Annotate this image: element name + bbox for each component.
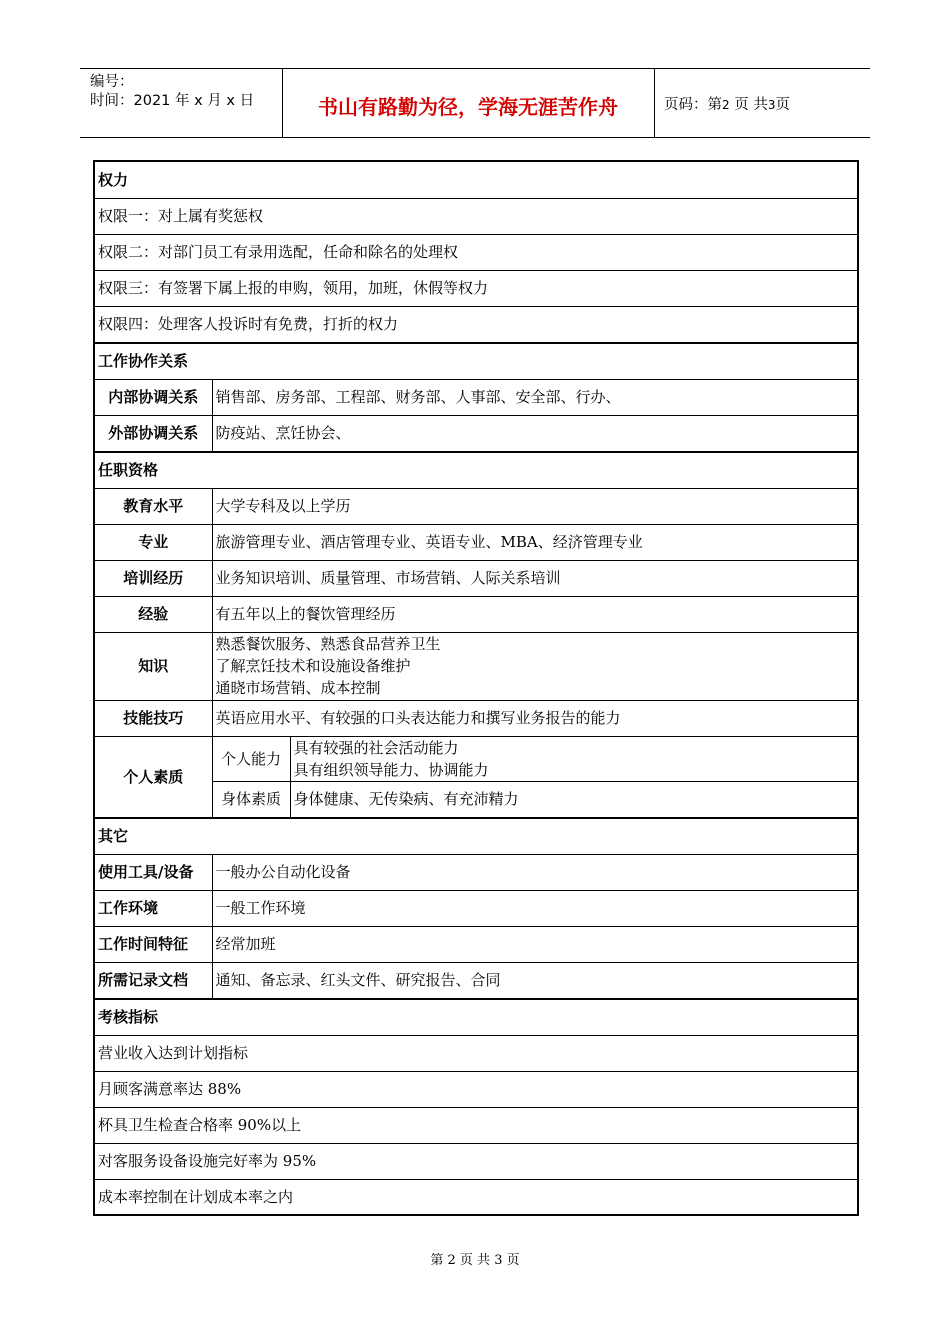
section-other-title: 其它 bbox=[94, 818, 858, 854]
authority-item: 权限三：有签署下属上报的申购，领用，加班，休假等权力 bbox=[94, 270, 858, 306]
page-suffix: 页 bbox=[775, 97, 790, 113]
external-coordination-value: 防疫站、烹饪协会、 bbox=[212, 415, 858, 452]
kpi-item: 对客服务设备设施完好率为 95% bbox=[94, 1143, 858, 1179]
internal-coordination-value: 销售部、房务部、工程部、财务部、人事部、安全部、行办、 bbox=[212, 379, 858, 415]
tools-label: 使用工具/设备 bbox=[94, 854, 212, 890]
ability-value bbox=[290, 736, 858, 781]
header-motto: 书山有路勤为径，学海无涯苦作舟 bbox=[318, 95, 618, 119]
ability-line: 具有组织领导能力、协调能力 bbox=[293, 760, 489, 779]
work-time-label: 工作时间特征 bbox=[94, 926, 212, 962]
education-value: 大学专科及以上学历 bbox=[212, 488, 858, 524]
major-value: 旅游管理专业、酒店管理专业、英语专业、MBA、经济管理专业 bbox=[212, 524, 858, 560]
external-coordination-label: 外部协调关系 bbox=[94, 415, 212, 452]
documents-label: 所需记录文档 bbox=[94, 962, 212, 999]
tools-value: 一般办公自动化设备 bbox=[212, 854, 858, 890]
page-total: 3 bbox=[767, 98, 776, 112]
kpi-item: 杯具卫生检查合格率 90%以上 bbox=[94, 1107, 858, 1143]
training-label: 培训经历 bbox=[94, 560, 212, 596]
environment-label: 工作环境 bbox=[94, 890, 212, 926]
section-qualification-title: 任职资格 bbox=[94, 452, 858, 488]
training-value: 业务知识培训、质量管理、市场营销、人际关系培训 bbox=[212, 560, 858, 596]
knowledge-line: 了解烹饪技术和设施设备维护 bbox=[215, 657, 411, 675]
kpi-item: 成本率控制在计划成本率之内 bbox=[94, 1179, 858, 1215]
kpi-item: 月顾客满意率达 88% bbox=[94, 1071, 858, 1107]
page-header bbox=[80, 68, 870, 138]
knowledge-line: 熟悉餐饮服务、熟悉食品营养卫生 bbox=[215, 635, 441, 653]
internal-coordination-label: 内部协调关系 bbox=[94, 379, 212, 415]
documents-value: 通知、备忘录、红头文件、研究报告、合同 bbox=[212, 962, 858, 999]
section-authority-title: 权力 bbox=[94, 161, 858, 198]
skills-value: 英语应用水平、有较强的口头表达能力和撰写业务报告的能力 bbox=[212, 700, 858, 736]
number-label: 编号： bbox=[90, 74, 134, 90]
header-divider-right bbox=[654, 69, 655, 137]
experience-label: 经验 bbox=[94, 596, 212, 632]
authority-item: 权限二：对部门员工有录用选配，任命和除名的处理权 bbox=[94, 234, 858, 270]
section-kpi-title: 考核指标 bbox=[94, 999, 858, 1035]
authority-item: 权限一：对上属有奖惩权 bbox=[94, 198, 858, 234]
physical-value: 身体健康、无传染病、有充沛精力 bbox=[290, 781, 858, 818]
ability-label: 个人能力 bbox=[212, 736, 290, 781]
kpi-item: 营业收入达到计划指标 bbox=[94, 1035, 858, 1071]
major-label: 专业 bbox=[94, 524, 212, 560]
experience-value: 有五年以上的餐饮管理经历 bbox=[212, 596, 858, 632]
authority-item: 权限四：处理客人投诉时有免费，打折的权力 bbox=[94, 306, 858, 343]
education-label: 教育水平 bbox=[94, 488, 212, 524]
time-label: 时间：2021 年 x 月 x 日 bbox=[90, 93, 255, 109]
environment-value: 一般工作环境 bbox=[212, 890, 858, 926]
page-num: 2 bbox=[722, 98, 730, 112]
knowledge-label: 知识 bbox=[94, 632, 212, 700]
section-cooperation-title: 工作协作关系 bbox=[94, 343, 858, 379]
header-page-number bbox=[664, 93, 790, 114]
knowledge-value bbox=[212, 632, 858, 700]
page-mid: 页 共 bbox=[734, 97, 768, 113]
page-footer: 第 2 页 共 3 页 bbox=[430, 1253, 520, 1268]
page-prefix: 页码：第 bbox=[664, 97, 722, 113]
work-time-value: 经常加班 bbox=[212, 926, 858, 962]
personal-quality-label: 个人素质 bbox=[94, 736, 212, 818]
job-description-table bbox=[93, 160, 859, 1216]
ability-line: 具有较强的社会活动能力 bbox=[293, 738, 459, 757]
skills-label: 技能技巧 bbox=[94, 700, 212, 736]
knowledge-line: 通晓市场营销、成本控制 bbox=[215, 679, 381, 697]
header-meta bbox=[90, 73, 254, 111]
physical-label: 身体素质 bbox=[212, 781, 290, 818]
